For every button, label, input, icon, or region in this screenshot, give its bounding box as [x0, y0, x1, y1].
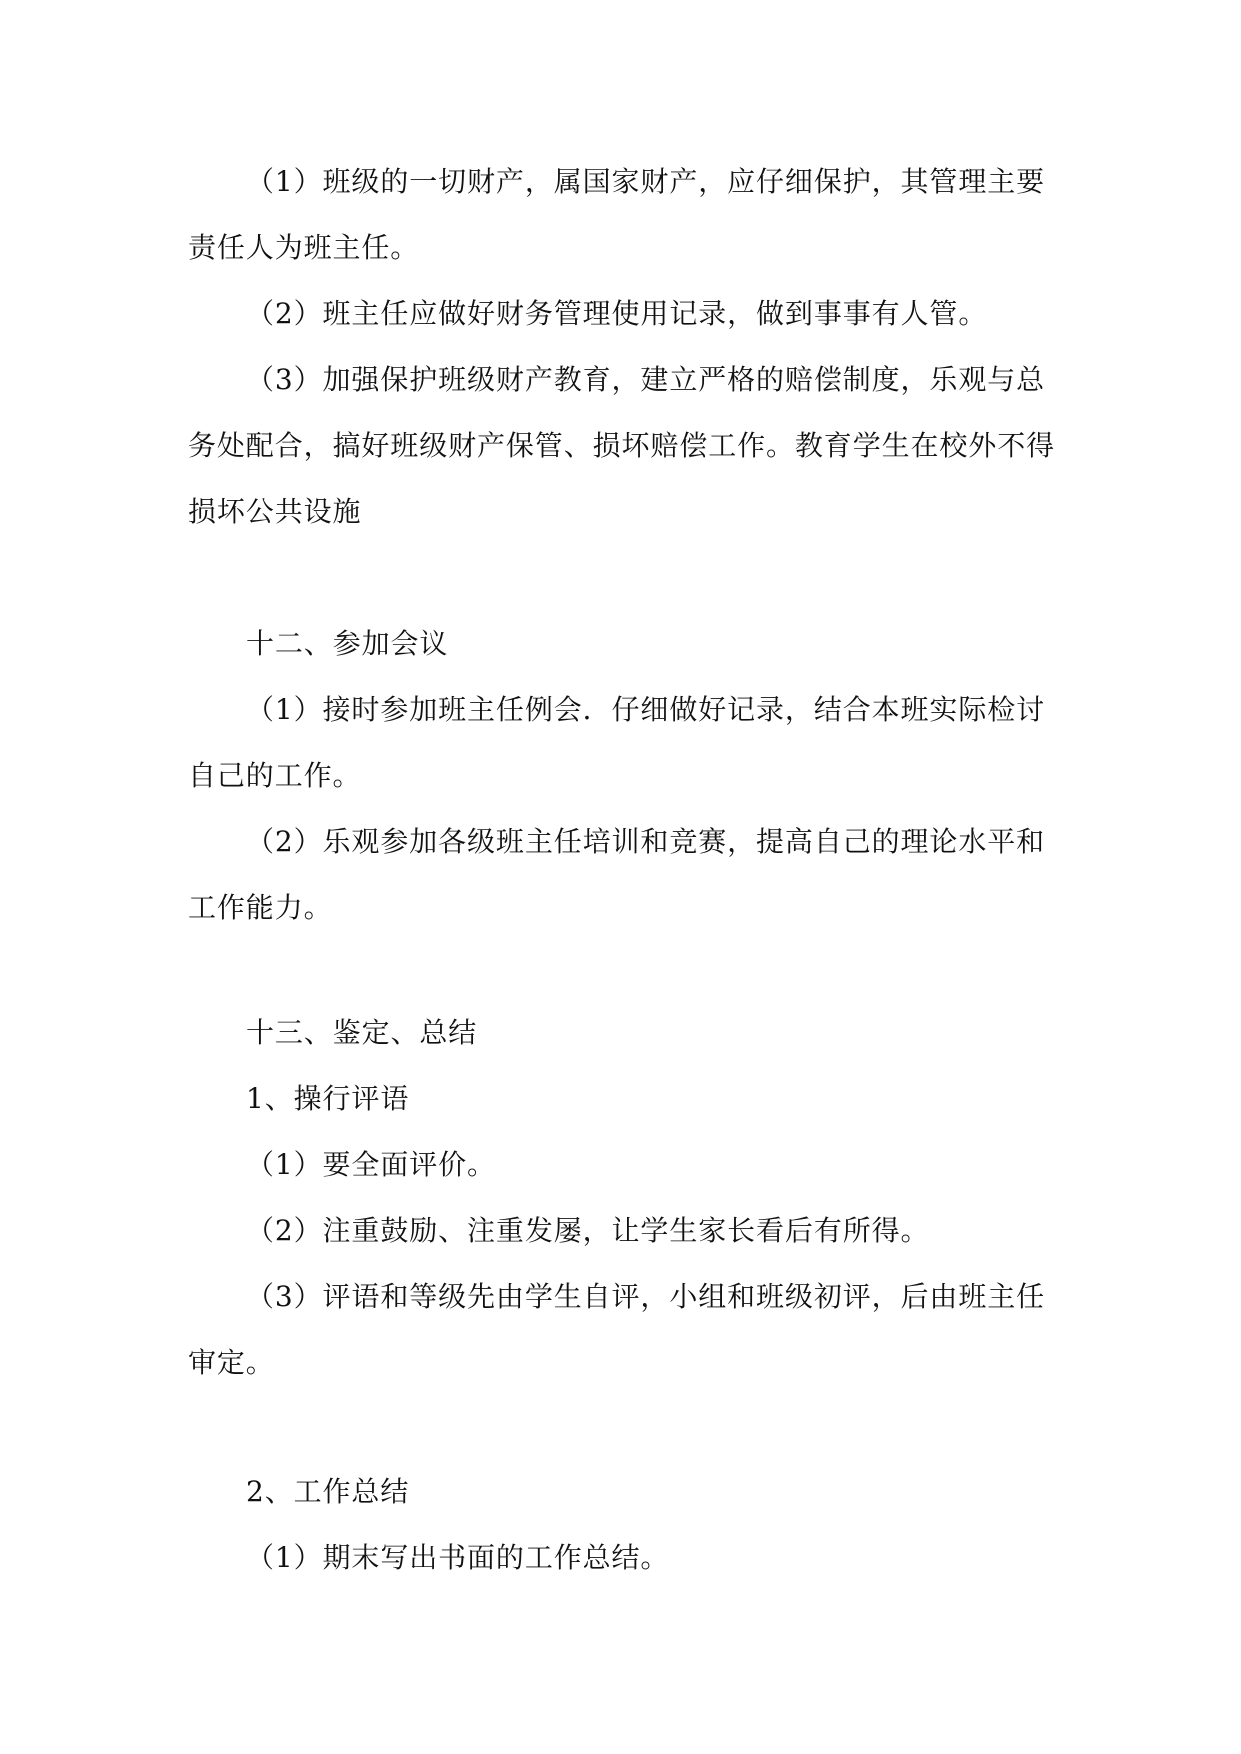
- section-heading: 十三、鉴定、总结: [246, 1016, 478, 1049]
- subsection-heading: 2、工作总结: [246, 1475, 410, 1508]
- paragraph-line: 务处配合，搞好班级财产保管、损坏赔偿工作。教育学生在校外不得: [188, 429, 1056, 462]
- paragraph-line: （3）评语和等级先由学生自评，小组和班级初评，后由班主任: [246, 1280, 1046, 1313]
- paragraph-line: （1）要全面评价。: [246, 1148, 496, 1181]
- paragraph-line: 审定。: [188, 1346, 275, 1379]
- paragraph-line: 工作能力。: [188, 891, 333, 924]
- paragraph-line: （1）接时参加班主任例会．仔细做好记录，结合本班实际检讨: [246, 693, 1046, 726]
- paragraph-line: （3）加强保护班级财产教育，建立严格的赔偿制度，乐观与总: [246, 363, 1046, 396]
- section-heading: 十二、参加会议: [246, 627, 449, 660]
- paragraph-line: 损坏公共设施: [188, 495, 362, 528]
- paragraph-line: （2）班主任应做好财务管理使用记录，做到事事有人管。: [246, 297, 988, 330]
- subsection-heading: 1、操行评语: [246, 1082, 410, 1115]
- paragraph-line: （2）乐观参加各级班主任培训和竞赛，提高自己的理论水平和: [246, 825, 1046, 858]
- paragraph-line: 自己的工作。: [188, 759, 362, 792]
- paragraph-line: 责任人为班主任。: [188, 231, 420, 264]
- paragraph-line: （2）注重鼓励、注重发屡，让学生家长看后有所得。: [246, 1214, 930, 1247]
- paragraph-line: （1）班级的一切财产，属国家财产，应仔细保护，其管理主要: [246, 165, 1046, 198]
- paragraph-line: （1）期末写出书面的工作总结。: [246, 1541, 670, 1574]
